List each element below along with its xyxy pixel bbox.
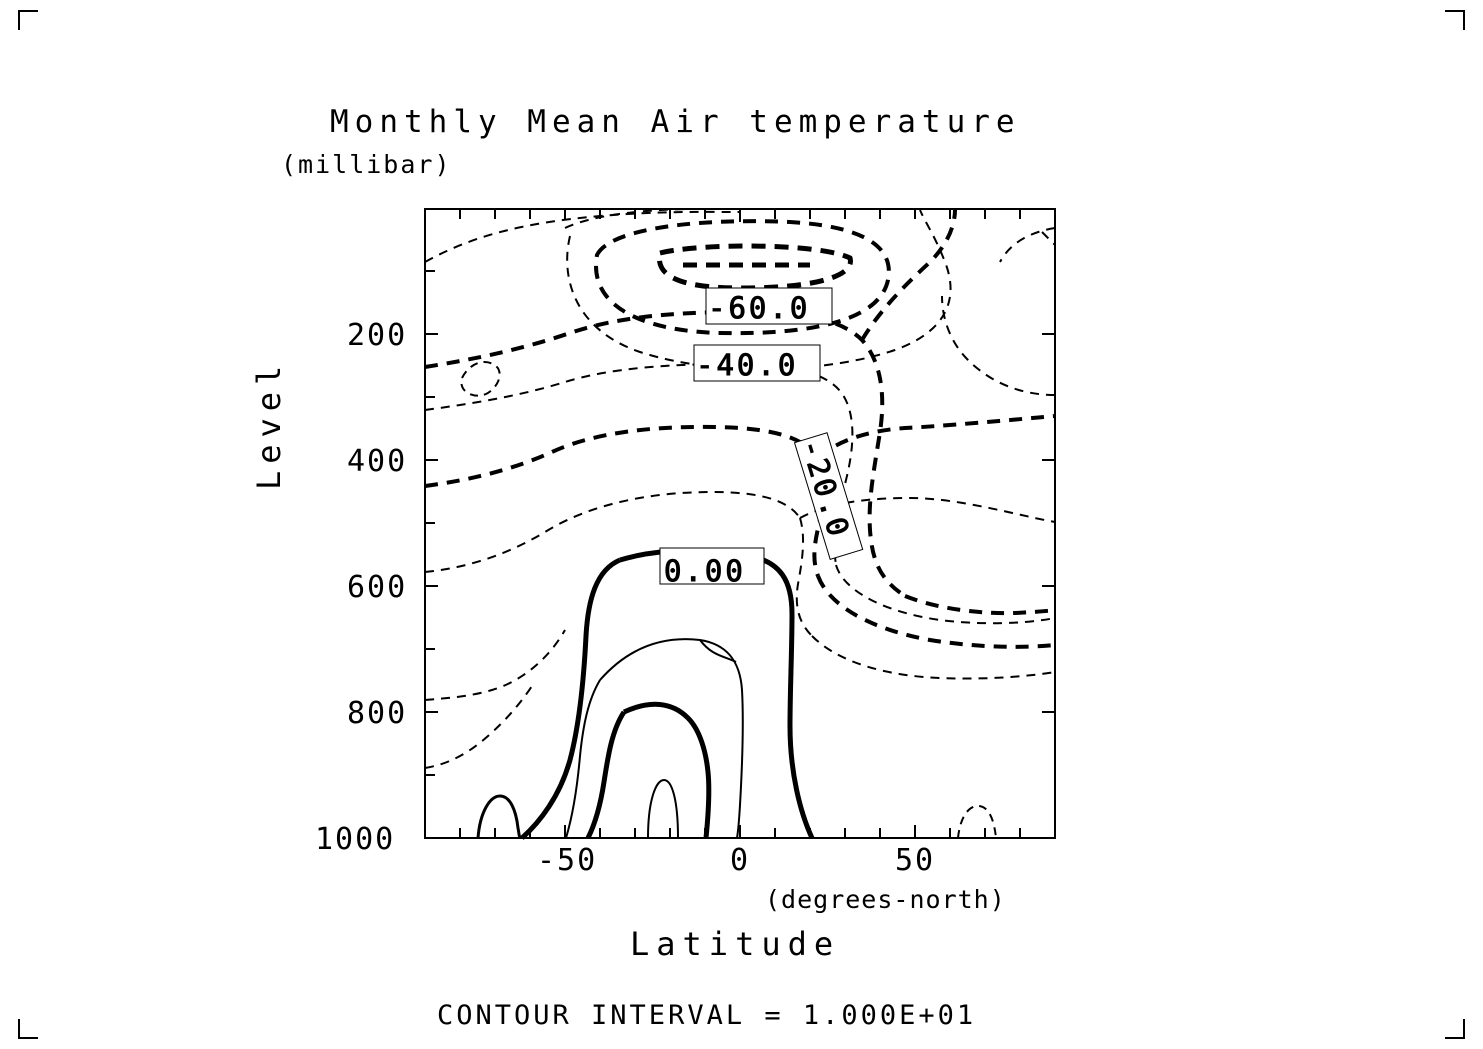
x-tick-label: 50 (895, 843, 936, 878)
y-tick-label: 600 (347, 570, 408, 605)
y-axis-label: Level (250, 358, 288, 490)
x-axis-units: (degrees-north) (765, 885, 1006, 914)
y-axis-units: (millibar) (281, 150, 452, 179)
x-tick-label: 0 (730, 843, 751, 878)
contour-lines (425, 209, 1055, 838)
y-tick-label: 400 (347, 444, 408, 479)
y-tick-label: 1000 (315, 822, 396, 857)
contour-label: 0.00 (664, 554, 746, 588)
contour-label-group (660, 288, 863, 588)
y-tick-label: 800 (347, 696, 408, 731)
y-tick-labels (315, 318, 407, 857)
x-tick-label: -50 (537, 843, 598, 878)
contour-interval-note: CONTOUR INTERVAL = 1.000E+01 (437, 1000, 977, 1031)
x-tick-labels (537, 843, 935, 878)
contour-label: -40.0 (696, 348, 799, 382)
contour-label: -60.0 (708, 291, 811, 325)
y-tick-label: 200 (347, 318, 408, 353)
chart-title: Monthly Mean Air temperature (330, 104, 1021, 140)
x-axis-label: Latitude (630, 925, 841, 963)
contour-label: -20.0 (794, 434, 857, 543)
